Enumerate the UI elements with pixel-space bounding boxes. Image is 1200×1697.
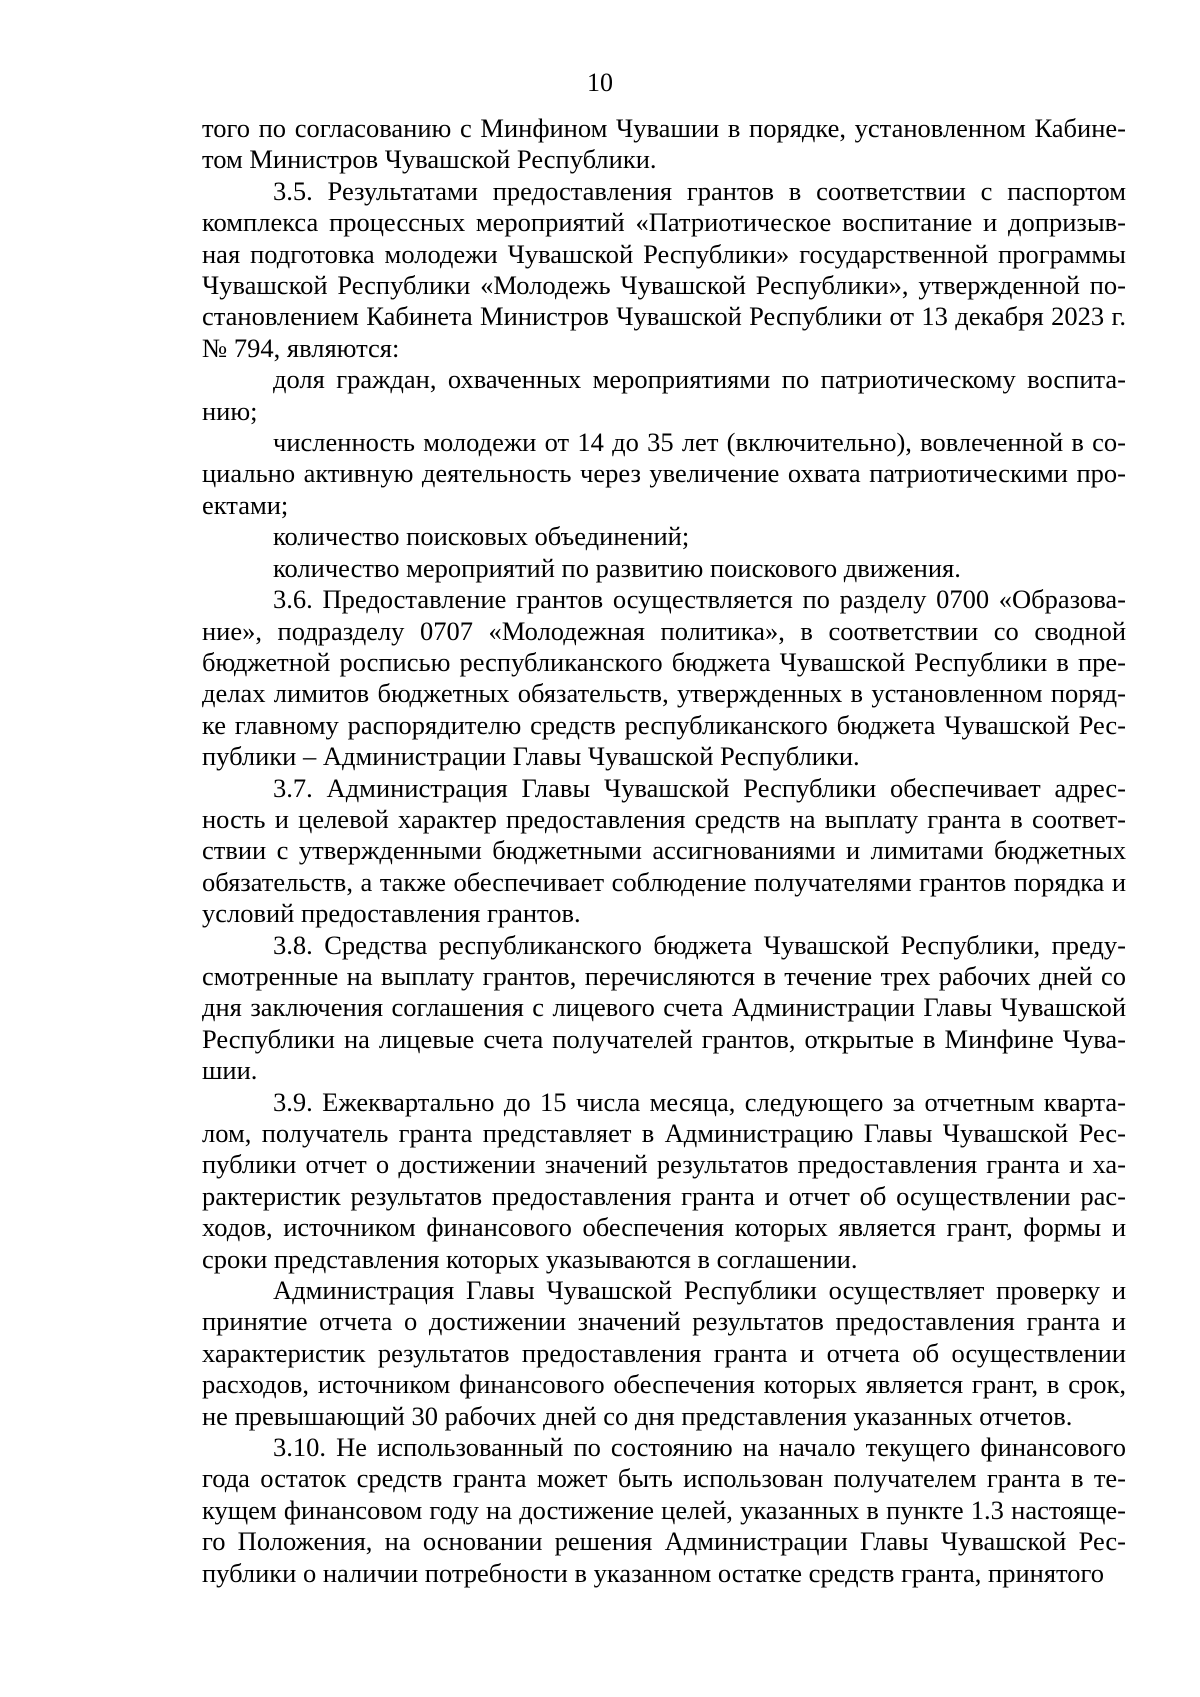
list-item-result-4: количество мероприятий по развитию поискового движения. — [273, 552, 961, 583]
paragraph-3-5: 3.5. Результатами предоставления грантов в соответствии с паспортом комплекса процессных мероприятий «Патриотическое воспитание и допризывная подготовка молодежи Чувашской Республики» государственной программы Чувашской Республики «Молодежь Чувашской Республики», утвержденной постановлением Кабинета Министров Чувашской Республики от 13 декабря 2023 г. № 794, являются: — [202, 175, 1126, 363]
paragraph-3-7: 3.7. Администрация Главы Чувашской Республики обеспечивает адресность и целевой характер предоставления средств на выплату гранта в соответствии с утвержденными бюджетными ассигнованиями и лимитами бюджетных обязательств, а также обеспечивает соблюдение получателями грантов порядка и условий предоставления грантов. — [202, 772, 1126, 929]
paragraph-3-9: 3.9. Ежеквартально до 15 числа месяца, следующего за отчетным кварталом, получатель гранта представляет в Администрацию Главы Чувашской Республики отчет о достижении значений результатов предоставления гранта и характеристик результатов предоставления гранта и отчет об осуществлении расходов, источником финансового обеспечения которых является грант, формы и сроки представления которых указываются в соглашении. — [202, 1086, 1126, 1274]
paragraph-3-10: 3.10. Не использованный по состоянию на начало текущего финансового года остаток средств гранта может быть использован получателем гранта в текущем финансовом году на достижение целей, указанных в пункте 1.3 настоящего Положения, на основании решения Администрации Главы Чувашской Республики о наличии потребности в указанном остатке средств гранта, принятого — [202, 1432, 1126, 1588]
list-item-result-3: количество поисковых объединений; — [273, 521, 690, 552]
paragraph-continuation: того по согласованию с Минфином Чувашии в порядке, установленном Кабинетом Министров Чувашской Республики. — [202, 113, 1126, 175]
paragraph-3-9-review: Администрация Главы Чувашской Республики осуществляет проверку и принятие отчета о достижении значений результатов предоставления гранта и характеристик результатов предоставления гранта и отчета об осуществлении расходов, источником финансового обеспечения которых является грант, в срок, не превышающий 30 рабочих дней со дня представления указанных отчетов. — [202, 1275, 1126, 1431]
paragraph-3-8: 3.8. Средства республиканского бюджета Чувашской Республики, предусмотренные на выплату грантов, перечисляются в течение трех рабочих дней со дня заключения соглашения с лицевого счета Администрации Главы Чувашской Республики на лицевые счета получателей грантов, открытые в Минфине Чувашии. — [202, 929, 1126, 1086]
list-item-result-2: численность молодежи от 14 до 35 лет (включительно), вовлеченной в социально активную деятельность через увеличение охвата патриотическими проектами; — [202, 427, 1126, 520]
document-body — [202, 113, 1126, 1589]
page-number: 10 — [587, 68, 613, 97]
paragraph-3-6: 3.6. Предоставление грантов осуществляется по разделу 0700 «Образование», подразделу 0707 «Молодежная политика», в соответствии со сводной бюджетной росписью республиканского бюджета Чувашской Республики в пределах лимитов бюджетных обязательств, утвержденных в установленном порядке главному распорядителю средств республиканского бюджета Чувашской Республики – Администрации Главы Чувашской Республики. — [202, 584, 1126, 772]
list-item-result-1: доля граждан, охваченных мероприятиями по патриотическому воспитанию; — [202, 364, 1126, 426]
